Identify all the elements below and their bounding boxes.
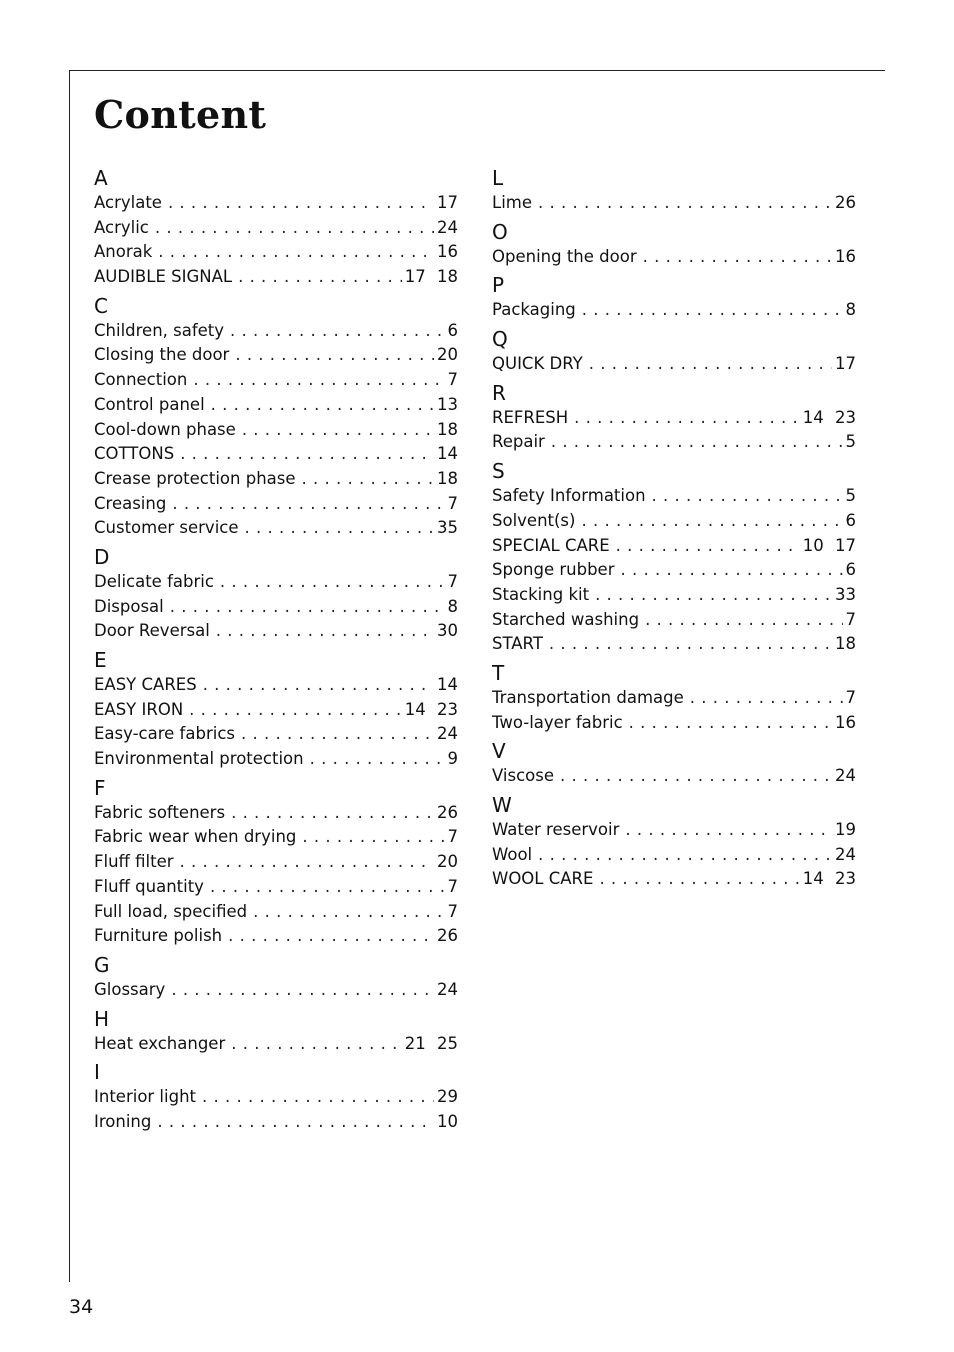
dot-leader bbox=[155, 216, 434, 241]
entry-pages: 24 bbox=[437, 217, 458, 237]
entry-pages: 24 bbox=[835, 766, 856, 786]
entry-label: SPECIAL CARE bbox=[492, 535, 610, 555]
entry-pages: 14 23 bbox=[802, 869, 856, 889]
entry-pages: 18 bbox=[437, 419, 458, 439]
index-entry bbox=[492, 534, 856, 559]
entry-label: Fabric softeners bbox=[94, 802, 226, 822]
dot-leader bbox=[189, 698, 402, 723]
entry-label: Crease protection phase bbox=[94, 468, 296, 488]
dot-leader bbox=[171, 978, 434, 1003]
entry-pages: 29 bbox=[437, 1087, 458, 1107]
entry-label: Cool-down phase bbox=[94, 419, 236, 439]
section-letter: E bbox=[94, 648, 107, 672]
entry-pages: 17 bbox=[437, 193, 458, 212]
entry-label: EASY CARES bbox=[94, 675, 197, 694]
index-section bbox=[492, 792, 856, 892]
index-entry bbox=[94, 978, 458, 1003]
index-entry bbox=[94, 1032, 458, 1057]
entry-pages: 7 bbox=[845, 609, 856, 629]
entry-label: Closing the door bbox=[94, 345, 230, 365]
entry-pages: 24 bbox=[437, 979, 458, 999]
index-section bbox=[492, 272, 856, 323]
section-letter: H bbox=[94, 1006, 110, 1031]
dot-leader bbox=[158, 240, 434, 265]
dot-leader bbox=[242, 418, 434, 443]
entry-pages: 7 bbox=[447, 370, 458, 390]
index-entry bbox=[492, 352, 856, 377]
entry-pages: 6 bbox=[447, 320, 458, 340]
index-entry bbox=[94, 722, 458, 747]
dot-leader bbox=[203, 673, 434, 698]
entry-label: Door Reversal bbox=[94, 621, 210, 641]
dot-leader bbox=[180, 850, 434, 875]
index-entry bbox=[492, 867, 856, 892]
index-section bbox=[94, 952, 458, 1003]
entry-pages: 13 bbox=[437, 394, 458, 414]
entry-label: START bbox=[492, 634, 543, 654]
entry-pages: 20 bbox=[437, 345, 458, 365]
entry-pages: 5 bbox=[845, 486, 856, 506]
index-section bbox=[94, 775, 458, 949]
index-section bbox=[492, 738, 856, 789]
dot-leader bbox=[302, 467, 434, 492]
dot-leader bbox=[253, 900, 444, 925]
entry-pages: 16 bbox=[835, 246, 856, 266]
dot-leader bbox=[549, 632, 832, 657]
entry-label: Packaging bbox=[492, 300, 576, 320]
entry-label: Children, safety bbox=[94, 320, 225, 340]
index-entry bbox=[94, 240, 458, 265]
entry-label: Water reservoir bbox=[492, 820, 620, 839]
section-letter: R bbox=[492, 380, 506, 405]
dot-leader bbox=[180, 442, 434, 467]
entry-pages: 10 17 bbox=[802, 535, 856, 555]
index-entry bbox=[94, 368, 458, 393]
dot-leader bbox=[621, 558, 843, 583]
index-entry bbox=[492, 632, 856, 657]
entry-pages: 18 bbox=[835, 634, 856, 654]
entry-pages: 9 bbox=[447, 749, 458, 769]
entry-pages: 26 bbox=[437, 802, 458, 822]
entry-label: Customer service bbox=[94, 518, 239, 538]
index-entry bbox=[94, 924, 458, 949]
entry-pages: 19 bbox=[835, 820, 856, 839]
index-entry bbox=[94, 825, 458, 850]
section-letter: O bbox=[492, 219, 508, 244]
section-letter: W bbox=[492, 793, 512, 817]
index-entry bbox=[94, 900, 458, 925]
dot-leader bbox=[170, 595, 445, 620]
dot-leader bbox=[595, 583, 832, 608]
entry-label: Environmental protection bbox=[94, 749, 304, 769]
index-section bbox=[492, 458, 856, 657]
entry-label: Creasing bbox=[94, 493, 167, 513]
index-section bbox=[94, 1059, 458, 1134]
dot-leader bbox=[157, 1110, 434, 1135]
dot-leader bbox=[302, 825, 444, 850]
index-entry bbox=[492, 406, 856, 431]
index-entry bbox=[492, 558, 856, 583]
entry-pages: 7 bbox=[447, 493, 458, 513]
index-entry bbox=[94, 1110, 458, 1135]
entry-pages: 8 bbox=[845, 300, 856, 320]
entry-pages: 17 bbox=[835, 354, 856, 374]
entry-pages: 14 23 bbox=[802, 407, 856, 427]
entry-label: Two-layer fabric bbox=[492, 712, 623, 732]
index-section bbox=[94, 544, 458, 644]
dot-leader bbox=[245, 516, 435, 541]
index-section bbox=[492, 380, 856, 455]
entry-label: Repair bbox=[492, 432, 545, 452]
entry-label: Interior light bbox=[94, 1087, 197, 1107]
dot-leader bbox=[231, 801, 434, 826]
entry-label: Delicate fabric bbox=[94, 571, 214, 591]
entry-label: Stacking kit bbox=[492, 584, 590, 604]
section-letter: S bbox=[492, 459, 505, 484]
section-letter: Q bbox=[492, 327, 508, 352]
entry-label: EASY IRON bbox=[94, 699, 184, 719]
dot-leader bbox=[538, 191, 832, 216]
index-section bbox=[492, 326, 856, 377]
index-column-left bbox=[94, 162, 458, 1135]
index-entry bbox=[94, 1085, 458, 1110]
entry-pages: 16 bbox=[437, 242, 458, 262]
entry-pages: 26 bbox=[835, 193, 856, 212]
dot-leader bbox=[538, 843, 832, 868]
dot-leader bbox=[643, 245, 832, 270]
dot-leader bbox=[238, 265, 402, 290]
index-entry bbox=[94, 673, 458, 698]
entry-label: Fabric wear when drying bbox=[94, 827, 297, 847]
dot-leader bbox=[589, 352, 832, 377]
section-letter: G bbox=[94, 952, 110, 977]
index-entry bbox=[94, 393, 458, 418]
dot-leader bbox=[645, 608, 842, 633]
dot-leader bbox=[652, 484, 843, 509]
dot-leader bbox=[202, 1085, 434, 1110]
dot-leader bbox=[231, 1032, 402, 1057]
entry-label: Anorak bbox=[94, 242, 153, 262]
entry-pages: 7 bbox=[447, 876, 458, 896]
dot-leader bbox=[690, 686, 843, 711]
entry-label: Ironing bbox=[94, 1111, 152, 1131]
dot-leader bbox=[551, 430, 843, 455]
dot-leader bbox=[574, 406, 800, 431]
dot-leader bbox=[582, 298, 843, 323]
section-letter: P bbox=[492, 273, 505, 298]
page-title: Content bbox=[94, 92, 267, 137]
index-entry bbox=[94, 442, 458, 467]
index-entry bbox=[94, 492, 458, 517]
entry-label: Connection bbox=[94, 370, 188, 390]
dot-leader bbox=[220, 570, 445, 595]
entry-label: REFRESH bbox=[492, 407, 569, 427]
index-section bbox=[94, 647, 458, 772]
top-rule bbox=[69, 70, 885, 71]
entry-pages: 8 bbox=[447, 596, 458, 616]
entry-pages: 7 bbox=[845, 687, 856, 707]
dot-leader bbox=[616, 534, 800, 559]
index-entry bbox=[492, 843, 856, 868]
dot-leader bbox=[172, 492, 444, 517]
entry-label: Sponge rubber bbox=[492, 560, 615, 580]
index-section bbox=[94, 293, 458, 541]
index-entry bbox=[94, 698, 458, 723]
dot-leader bbox=[230, 319, 444, 344]
entry-pages: 7 bbox=[447, 571, 458, 591]
index-entry bbox=[94, 265, 458, 290]
entry-label: Opening the door bbox=[492, 246, 637, 266]
entry-pages: 35 bbox=[437, 518, 458, 538]
index-entry bbox=[94, 467, 458, 492]
index-entry bbox=[94, 418, 458, 443]
section-letter: C bbox=[94, 293, 108, 318]
entry-pages: 16 bbox=[835, 712, 856, 732]
section-letter: I bbox=[94, 1060, 100, 1085]
entry-label: Easy-care fabrics bbox=[94, 724, 235, 744]
entry-label: WOOL CARE bbox=[492, 869, 594, 889]
entry-pages: 33 bbox=[835, 584, 856, 604]
index-column-right bbox=[492, 162, 856, 892]
left-rule bbox=[69, 70, 70, 1282]
dot-leader bbox=[310, 747, 445, 772]
entry-label: Fluff quantity bbox=[94, 876, 204, 896]
entry-pages: 14 23 bbox=[404, 699, 458, 719]
index-entry bbox=[94, 216, 458, 241]
section-letter: V bbox=[492, 739, 506, 764]
entry-label: Disposal bbox=[94, 596, 164, 616]
dot-leader bbox=[629, 711, 832, 736]
entry-pages: 6 bbox=[845, 560, 856, 580]
index-entry bbox=[94, 875, 458, 900]
index-entry bbox=[94, 319, 458, 344]
index-entry bbox=[94, 191, 458, 216]
index-section bbox=[492, 219, 856, 270]
dot-leader bbox=[625, 818, 832, 843]
index-entry bbox=[94, 850, 458, 875]
section-letter: T bbox=[492, 660, 505, 685]
index-entry bbox=[492, 608, 856, 633]
entry-label: Viscose bbox=[492, 766, 555, 786]
entry-label: Lime bbox=[492, 193, 533, 212]
index-entry bbox=[492, 191, 856, 216]
section-letter: A bbox=[94, 166, 108, 190]
entry-pages: 17 18 bbox=[404, 267, 458, 287]
index-entry bbox=[492, 818, 856, 843]
entry-pages: 6 bbox=[845, 510, 856, 530]
dot-leader bbox=[599, 867, 799, 892]
dot-leader bbox=[193, 368, 444, 393]
index-entry bbox=[492, 430, 856, 455]
entry-label: Fluff filter bbox=[94, 852, 174, 872]
entry-label: COTTONS bbox=[94, 444, 175, 464]
index-entry bbox=[492, 298, 856, 323]
entry-label: Wool bbox=[492, 844, 533, 864]
entry-label: Safety Information bbox=[492, 486, 646, 506]
index-section bbox=[492, 165, 856, 216]
index-entry bbox=[94, 801, 458, 826]
entry-label: Control panel bbox=[94, 394, 205, 414]
index-section bbox=[94, 1006, 458, 1057]
entry-pages: 10 bbox=[437, 1111, 458, 1131]
dot-leader bbox=[228, 924, 434, 949]
dot-leader bbox=[168, 191, 434, 216]
index-section bbox=[94, 165, 458, 290]
entry-pages: 5 bbox=[845, 432, 856, 452]
index-entry bbox=[492, 509, 856, 534]
index-entry bbox=[94, 595, 458, 620]
entry-label: Transportation damage bbox=[492, 687, 684, 707]
entry-label: Full load, specified bbox=[94, 901, 248, 921]
entry-label: QUICK DRY bbox=[492, 354, 583, 374]
index-section bbox=[492, 660, 856, 735]
dot-leader bbox=[581, 509, 842, 534]
dot-leader bbox=[560, 764, 832, 789]
entry-pages: 24 bbox=[835, 844, 856, 864]
page-number: 34 bbox=[69, 1296, 94, 1318]
index-entry bbox=[94, 619, 458, 644]
index-entry bbox=[94, 343, 458, 368]
entry-label: Acrylate bbox=[94, 193, 162, 212]
entry-label: Starched washing bbox=[492, 609, 640, 629]
section-letter: L bbox=[492, 166, 504, 190]
entry-pages: 7 bbox=[447, 827, 458, 847]
section-letter: D bbox=[94, 544, 110, 569]
entry-label: Glossary bbox=[94, 979, 166, 999]
index-entry bbox=[94, 747, 458, 772]
entry-pages: 21 25 bbox=[404, 1033, 458, 1053]
entry-label: Solvent(s) bbox=[492, 510, 576, 530]
entry-pages: 20 bbox=[437, 852, 458, 872]
index-entry bbox=[492, 686, 856, 711]
entry-pages: 7 bbox=[447, 901, 458, 921]
entry-pages: 14 bbox=[437, 675, 458, 694]
entry-pages: 24 bbox=[437, 724, 458, 744]
dot-leader bbox=[241, 722, 434, 747]
dot-leader bbox=[210, 875, 445, 900]
index-entry bbox=[492, 583, 856, 608]
entry-pages: 18 bbox=[437, 468, 458, 488]
dot-leader bbox=[235, 343, 434, 368]
entry-pages: 30 bbox=[437, 621, 458, 641]
index-entry bbox=[492, 245, 856, 270]
entry-pages: 26 bbox=[437, 926, 458, 946]
section-letter: F bbox=[94, 775, 106, 800]
index-entry bbox=[492, 711, 856, 736]
entry-label: Heat exchanger bbox=[94, 1033, 226, 1053]
dot-leader bbox=[211, 393, 434, 418]
index-entry bbox=[492, 764, 856, 789]
entry-label: Furniture polish bbox=[94, 926, 223, 946]
index-entry bbox=[94, 570, 458, 595]
entry-label: Acrylic bbox=[94, 217, 149, 237]
dot-leader bbox=[216, 619, 434, 644]
entry-pages: 14 bbox=[437, 444, 458, 464]
index-entry bbox=[94, 516, 458, 541]
entry-label: AUDIBLE SIGNAL bbox=[94, 267, 233, 287]
index-entry bbox=[492, 484, 856, 509]
